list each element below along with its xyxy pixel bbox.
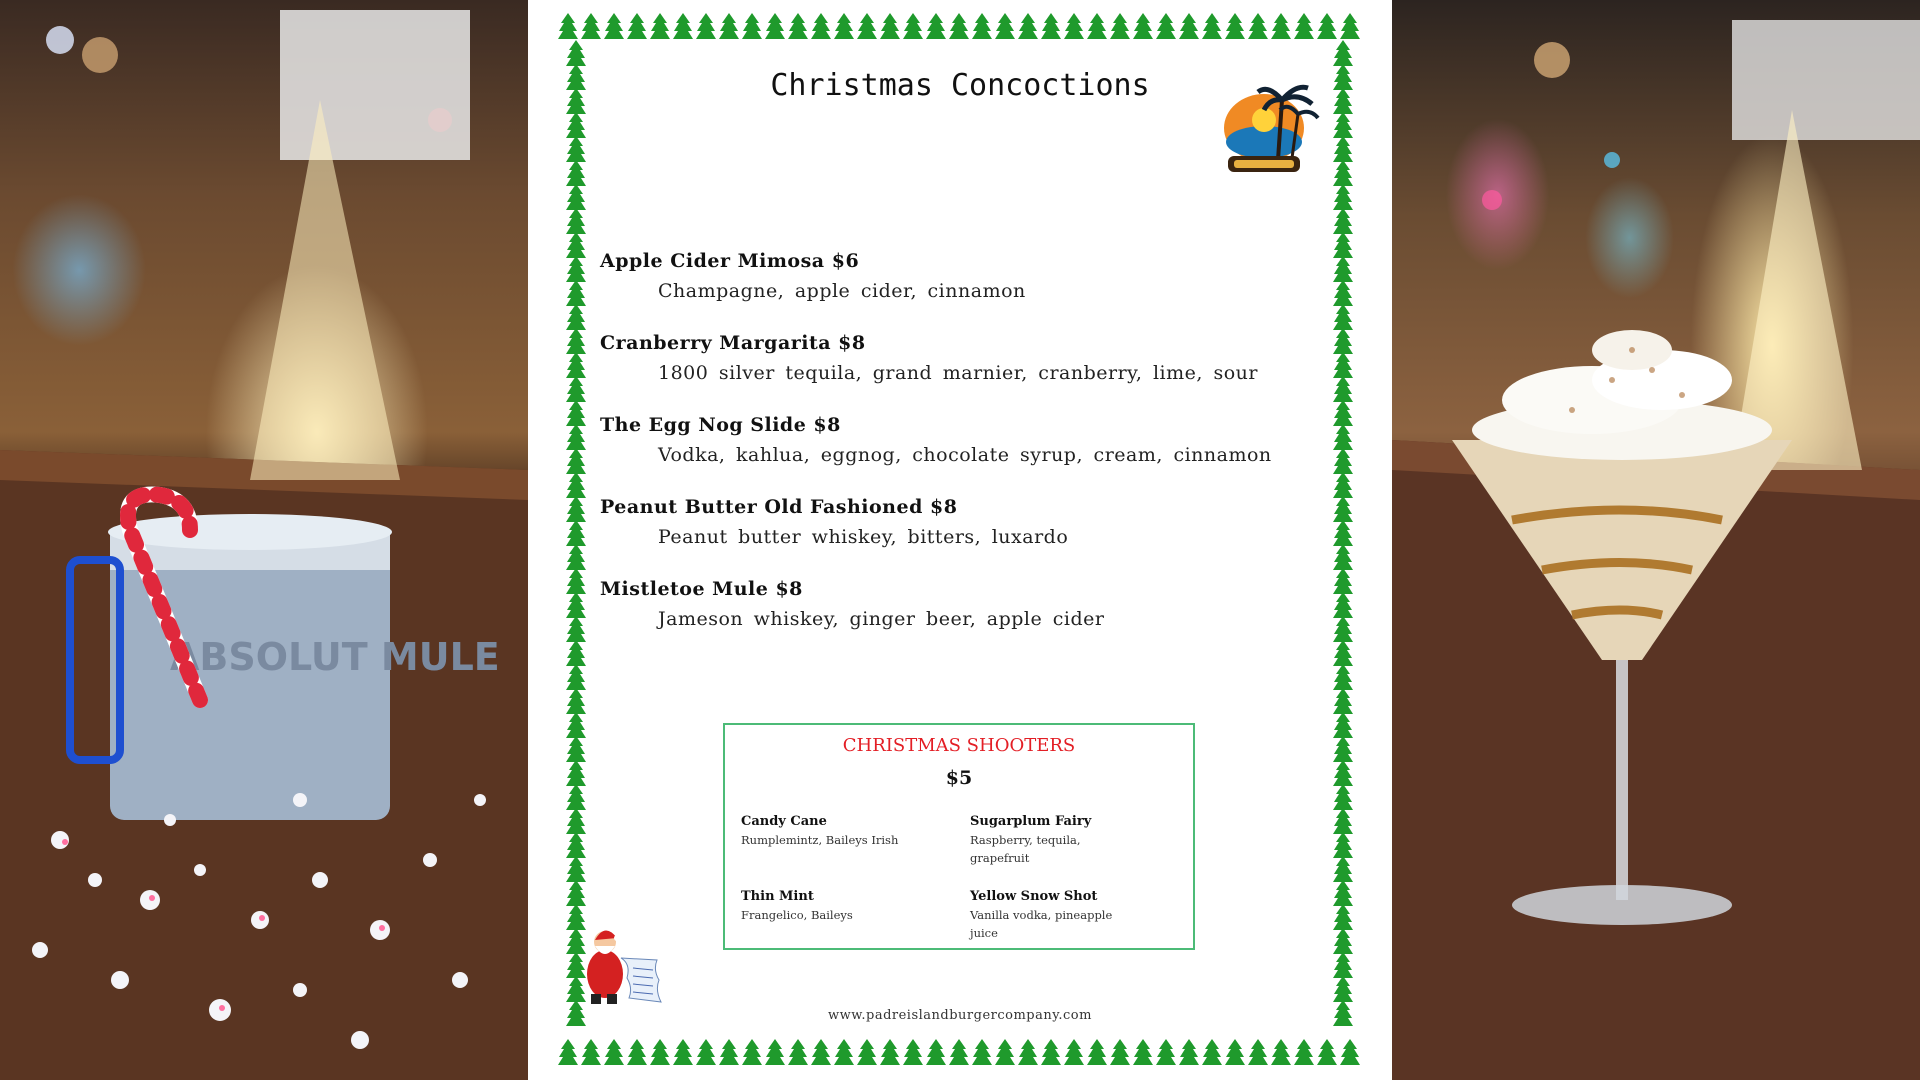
tree-icon (558, 13, 578, 39)
tree-icon (566, 328, 586, 354)
tree-icon (566, 712, 586, 738)
tree-icon (1333, 976, 1353, 1002)
shooter-description: Vanilla vodka, pineapple juice (970, 908, 1113, 940)
tree-icon (566, 736, 586, 762)
tree-icon (1041, 13, 1061, 39)
tree-icon (566, 784, 586, 810)
tree-icon (1271, 1039, 1291, 1065)
tree-icon (995, 1039, 1015, 1065)
tree-icon (566, 544, 586, 570)
tree-icon (1110, 13, 1130, 39)
tree-icon (581, 13, 601, 39)
right-photo-eggnog (1392, 0, 1920, 1080)
tree-icon (880, 13, 900, 39)
tree-icon (1340, 13, 1360, 39)
drink-description: Jameson whiskey, ginger beer, apple cider (658, 608, 1105, 630)
tree-icon (566, 112, 586, 138)
tree-icon (1333, 112, 1353, 138)
menu-paper (528, 0, 1392, 1080)
tree-icon (811, 13, 831, 39)
drink-list (600, 246, 1340, 656)
tree-icon (1294, 13, 1314, 39)
tree-icon (566, 520, 586, 546)
menu-title: Christmas Concoctions (770, 68, 1150, 103)
tree-icon (995, 13, 1015, 39)
tree-border-left (561, 40, 591, 1040)
tree-icon (566, 280, 586, 306)
tree-icon (1018, 1039, 1038, 1065)
tree-icon (566, 856, 586, 882)
shooter-name: Yellow Snow Shot (970, 889, 1098, 904)
tree-icon (1271, 13, 1291, 39)
mule-mug-illustration (0, 0, 528, 1080)
tree-icon (566, 400, 586, 426)
tree-icon (1087, 13, 1107, 39)
tree-icon (834, 13, 854, 39)
tree-icon (1156, 1039, 1176, 1065)
tree-icon (1225, 1039, 1245, 1065)
tree-icon (1179, 13, 1199, 39)
tree-icon (972, 13, 992, 39)
tree-icon (1333, 784, 1353, 810)
tree-icon (949, 1039, 969, 1065)
tree-icon (627, 13, 647, 39)
tree-icon (1333, 688, 1353, 714)
tree-icon (673, 1039, 693, 1065)
tree-icon (1333, 208, 1353, 234)
drink-item (600, 492, 1340, 552)
left-photo-mule (0, 0, 528, 1080)
tree-icon (696, 13, 716, 39)
tree-icon (566, 136, 586, 162)
tree-icon (1317, 1039, 1337, 1065)
tree-icon (811, 1039, 831, 1065)
shooters-price: $5 (945, 767, 973, 789)
tree-icon (765, 13, 785, 39)
tree-icon (1202, 1039, 1222, 1065)
tree-icon (566, 232, 586, 258)
tree-icon (566, 664, 586, 690)
tree-icon (566, 640, 586, 666)
tree-icon (903, 13, 923, 39)
tree-icon (1041, 1039, 1061, 1065)
tree-icon (1133, 1039, 1153, 1065)
shooters-box (723, 723, 1195, 950)
tree-icon (604, 1039, 624, 1065)
drink-name: The Egg Nog Slide $8 (600, 414, 841, 436)
tree-icon (566, 448, 586, 474)
shooters-title: CHRISTMAS SHOOTERS (842, 735, 1076, 756)
tree-icon (566, 160, 586, 186)
logo-icon (1208, 70, 1320, 182)
tree-icon (719, 13, 739, 39)
shooter-description: Rumplemintz, Baileys Irish (741, 833, 899, 847)
shooter-item (741, 888, 941, 924)
tree-icon (566, 832, 586, 858)
tree-icon (903, 1039, 923, 1065)
drink-description: Champagne, apple cider, cinnamon (658, 280, 1026, 302)
martini-illustration (1392, 0, 1920, 1080)
drink-name: Mistletoe Mule $8 (600, 578, 803, 600)
tree-icon (926, 1039, 946, 1065)
tree-icon (1110, 1039, 1130, 1065)
tree-icon (566, 568, 586, 594)
tree-icon (926, 13, 946, 39)
santa-icon (583, 918, 663, 1008)
tree-icon (1156, 13, 1176, 39)
tree-icon (1133, 13, 1153, 39)
tree-icon (566, 184, 586, 210)
tree-icon (949, 13, 969, 39)
tree-icon (604, 13, 624, 39)
tree-icon (566, 688, 586, 714)
tree-icon (1248, 13, 1268, 39)
tree-icon (566, 472, 586, 498)
tree-icon (566, 304, 586, 330)
tree-icon (788, 1039, 808, 1065)
shooter-description: Frangelico, Baileys (741, 908, 853, 922)
tree-icon (566, 616, 586, 642)
tree-icon (558, 1039, 578, 1065)
drink-description: 1800 silver tequila, grand marnier, cranberry, lime, sour (658, 362, 1258, 384)
tree-icon (1340, 1039, 1360, 1065)
tree-icon (1333, 736, 1353, 762)
tree-icon (566, 424, 586, 450)
website-url[interactable]: www.padreislandburgercompany.com (828, 1008, 1092, 1023)
tree-icon (1333, 136, 1353, 162)
drink-description: Vodka, kahlua, eggnog, chocolate syrup, cream, cinnamon (658, 444, 1272, 466)
tree-icon (880, 1039, 900, 1065)
shooter-item (970, 888, 1140, 942)
tree-icon (1333, 832, 1353, 858)
tree-icon (1064, 13, 1084, 39)
tree-icon (566, 376, 586, 402)
tree-border-icon (558, 1038, 1362, 1068)
tree-icon (972, 1039, 992, 1065)
tree-icon (566, 208, 586, 234)
tree-icon (788, 13, 808, 39)
tree-icon (1333, 40, 1353, 66)
tree-icon (566, 592, 586, 618)
tree-icon (1333, 952, 1353, 978)
tree-icon (1248, 1039, 1268, 1065)
tree-icon (1333, 856, 1353, 882)
tree-icon (1333, 928, 1353, 954)
shooter-name: Sugarplum Fairy (970, 814, 1092, 829)
tree-icon (1333, 184, 1353, 210)
tree-icon (1225, 13, 1245, 39)
tree-icon (857, 1039, 877, 1065)
tree-icon (581, 1039, 601, 1065)
tree-icon (1064, 1039, 1084, 1065)
drink-name: Apple Cider Mimosa $6 (600, 250, 860, 272)
tree-icon (742, 1039, 762, 1065)
drink-item (600, 328, 1340, 388)
tree-border-top (558, 12, 1362, 42)
tree-icon (696, 1039, 716, 1065)
tree-icon (673, 13, 693, 39)
shooter-item (970, 813, 1120, 867)
tree-icon (566, 880, 586, 906)
tree-icon (566, 256, 586, 282)
drink-item (600, 246, 1340, 306)
drink-name: Cranberry Margarita $8 (600, 332, 866, 354)
tree-icon (627, 1039, 647, 1065)
drink-item (600, 410, 1340, 470)
mug-engraving: ABSOLUT MULE (170, 635, 500, 679)
tree-icon (566, 352, 586, 378)
shooter-name: Candy Cane (741, 814, 827, 829)
drink-name: Peanut Butter Old Fashioned $8 (600, 496, 958, 518)
shooter-item (741, 813, 941, 849)
drink-item (600, 574, 1340, 634)
shooter-name: Thin Mint (741, 889, 814, 904)
tree-icon (1087, 1039, 1107, 1065)
tree-icon (857, 13, 877, 39)
tree-icon (566, 808, 586, 834)
tree-border-icon (558, 12, 1362, 42)
tree-icon (719, 1039, 739, 1065)
tree-border-icon (561, 40, 591, 1040)
tree-icon (1333, 904, 1353, 930)
tree-icon (1294, 1039, 1314, 1065)
tree-icon (650, 13, 670, 39)
tree-icon (566, 40, 586, 66)
tree-icon (1018, 13, 1038, 39)
tree-icon (566, 760, 586, 786)
tree-icon (1333, 712, 1353, 738)
tree-icon (566, 496, 586, 522)
drink-description: Peanut butter whiskey, bitters, luxardo (658, 526, 1069, 548)
tree-icon (834, 1039, 854, 1065)
tree-icon (1333, 760, 1353, 786)
tree-icon (1333, 808, 1353, 834)
tree-icon (1333, 160, 1353, 186)
shooter-description: Raspberry, tequila, grapefruit (970, 833, 1081, 865)
tree-icon (1333, 880, 1353, 906)
tree-icon (765, 1039, 785, 1065)
tree-icon (1179, 1039, 1199, 1065)
tree-border-bottom (558, 1038, 1362, 1068)
tree-icon (650, 1039, 670, 1065)
tree-icon (742, 13, 762, 39)
tree-icon (1317, 13, 1337, 39)
tree-icon (1333, 664, 1353, 690)
tree-icon (1202, 13, 1222, 39)
